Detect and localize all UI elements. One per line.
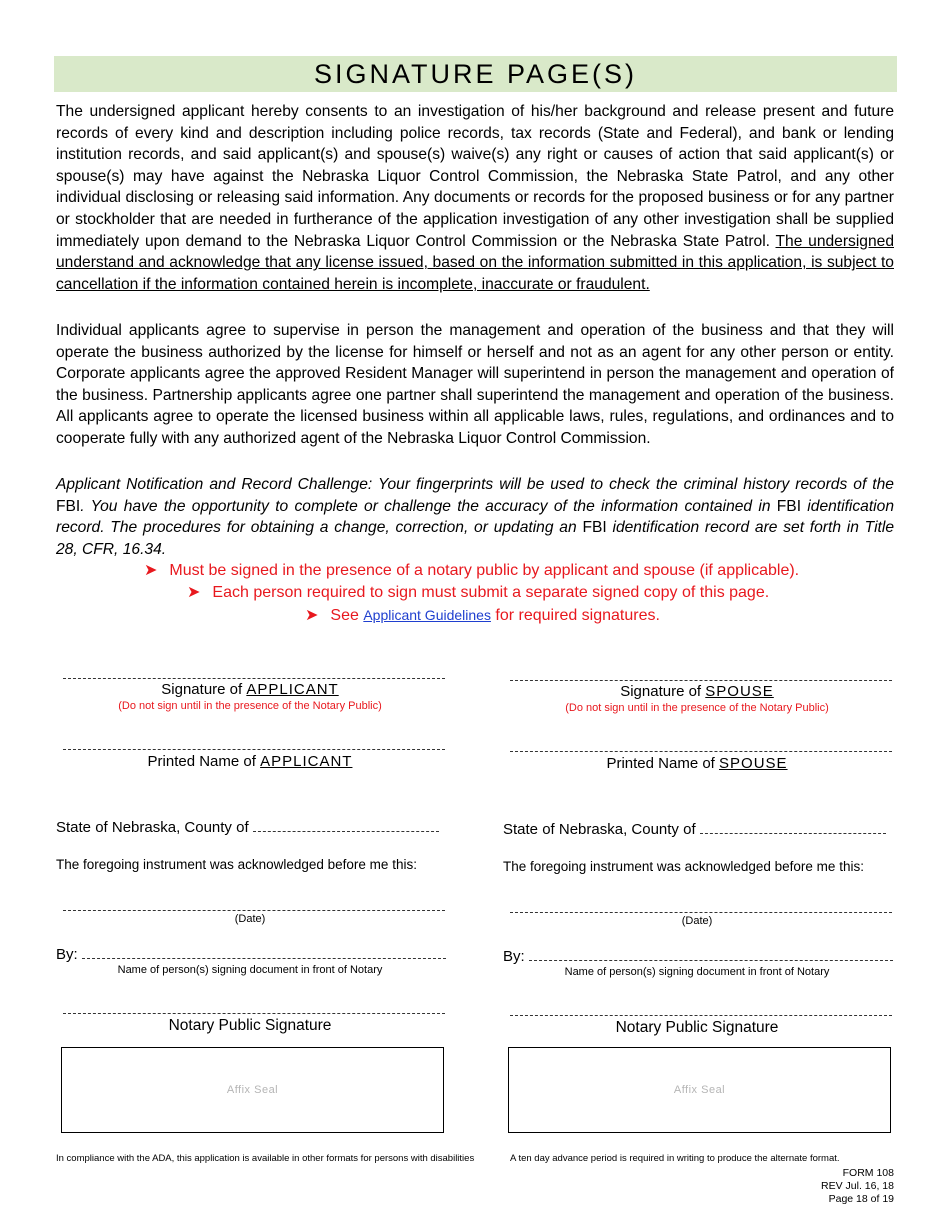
caption-prefix: Signature of — [620, 683, 706, 700]
applicant-notary-line[interactable] — [63, 1013, 445, 1014]
notification-text-1: Your fingerprints will be used to check the criminal history records of the — [372, 476, 894, 493]
applicant-by-note: Name of person(s) signing document in front of Notary — [117, 964, 383, 976]
county-text: State of Nebraska, County of — [56, 819, 249, 836]
fbi-text-3: FBI — [582, 519, 607, 537]
applicant-guidelines-link[interactable]: Applicant Guidelines — [363, 607, 491, 623]
applicant-by-label — [56, 946, 446, 963]
spouse-notary-line[interactable] — [510, 1015, 892, 1016]
applicant-signature-line[interactable] — [63, 678, 445, 679]
arrow-bullet-icon: ➤ — [144, 562, 158, 579]
fbi-text-1: FBI — [56, 497, 81, 515]
page-title: SIGNATURE PAGE(S) — [54, 56, 897, 92]
instruction-text: See — [330, 607, 364, 624]
county-text: State of Nebraska, County of — [503, 821, 696, 838]
applicant-acknowledged-text: The foregoing instrument was acknowledged before me this: — [56, 857, 417, 872]
by-text: By: — [56, 946, 78, 963]
county-field[interactable] — [253, 819, 439, 832]
applicant-date-caption: (Date) — [234, 913, 266, 925]
caption-prefix: Printed Name of — [147, 753, 261, 770]
by-field[interactable] — [529, 948, 893, 961]
form-number: FORM 108 — [842, 1167, 894, 1179]
fbi-text-2: FBI — [776, 497, 802, 515]
caption-prefix: Printed Name of — [606, 755, 720, 772]
applicant-seal-box — [61, 1047, 444, 1133]
arrow-bullet-icon: ➤ — [305, 607, 319, 624]
page-number: Page 18 of 19 — [828, 1193, 894, 1205]
form-info — [821, 1167, 894, 1206]
consent-text: The undersigned applicant hereby consents to an investigation of his/her background and release present and future records of every kind and description including police records, tax records (State and Federal), and bank or lending institution records, and said applicant(s) and spouse(s) waive(s) any right or causes of action that said applicant(s) or spouse(s) may have against the Nebraska Liquor Control Commission, the Nebraska State Patrol, and any other individual disclosing or releasing said information. Any documents or records for the proposed business or for any partner or stockholder that are needed in furtherance of the application investigation of any other investigation shall be supplied immediately upon demand to the Nebraska Liquor Control Commission or the Nebraska State Patrol. — [56, 103, 894, 250]
instruction-text: Each person required to sign must submit a separate signed copy of this page. — [212, 584, 770, 601]
caption-role: APPLICANT — [246, 681, 339, 698]
caption-role: SPOUSE — [705, 683, 774, 700]
notification-text-3: identification record. The procedures for obtaining a change, correction, or updating an — [56, 497, 894, 537]
applicant-notary-caption: Notary Public Signature — [168, 1017, 332, 1034]
applicant-county-label — [56, 819, 439, 836]
applicant-signature-block — [55, 0, 455, 1230]
spouse-by-note: Name of person(s) signing document in front of Notary — [564, 966, 830, 978]
applicant-printed-name-line[interactable] — [63, 749, 445, 750]
spouse-county-label — [503, 821, 886, 838]
spouse-acknowledged-text: The foregoing instrument was acknowledged before me this: — [503, 859, 864, 874]
by-field[interactable] — [82, 946, 446, 959]
applicant-signature-caption — [55, 681, 445, 698]
notification-heading: Applicant Notification and Record Challenge: — [56, 476, 373, 493]
caption-role: SPOUSE — [719, 755, 788, 772]
spouse-signature-line[interactable] — [510, 680, 892, 681]
caption-role: APPLICANT — [260, 753, 353, 770]
seal-placeholder-text: Affix Seal — [226, 1084, 279, 1096]
notification-text-2: . You have the opportunity to complete or challenge the accuracy of the information contained in — [80, 497, 777, 515]
spouse-notary-caption: Notary Public Signature — [615, 1019, 779, 1036]
seal-placeholder-text: Affix Seal — [673, 1084, 726, 1096]
by-text: By: — [503, 948, 525, 965]
spouse-signature-caption — [502, 683, 892, 700]
spouse-printed-name-caption — [502, 755, 892, 772]
spouse-date-line[interactable] — [510, 912, 892, 913]
spouse-printed-name-line[interactable] — [510, 751, 892, 752]
applicant-signature-note: (Do not sign until in the presence of the Notary Public) — [118, 700, 382, 712]
instruction-text: for required signatures. — [490, 607, 660, 624]
spouse-signature-note: (Do not sign until in the presence of the Notary Public) — [565, 702, 829, 714]
instruction-text: Must be signed in the presence of a notary public by applicant and spouse (if applicable). — [169, 562, 800, 579]
applicant-date-line[interactable] — [63, 910, 445, 911]
ada-notice: In compliance with the ADA, this application is available in other formats for persons with disabilities — [56, 1153, 475, 1164]
supervision-paragraph: Individual applicants agree to supervise in person the management and operation of the business and that they will operate the business authorized by the license for himself or herself and not as an agent for any other person or entity. Corporate applicants agree the approved Resident Manager will superintend in person the management and operation of the business. Partnership applicants agree one partner shall superintend the management and operation of the business. All applicants agree to operate the licensed business within all applicable laws, rules, regulations, and ordinances and to cooperate fully with any authorized agent of the Nebraska Liquor Control Commission. — [56, 322, 894, 447]
spouse-signature-block — [502, 0, 902, 1230]
county-field[interactable] — [700, 821, 886, 834]
consent-underlined-text: The undersigned understand and acknowledge that any license issued, based on the information submitted in this application, is subject to cancellation if the information contained herein is incomplete, inaccurate or fraudulent. — [56, 232, 894, 293]
notification-text-4: identification record are set forth in Title 28, CFR, 16.34. — [56, 519, 895, 558]
applicant-printed-name-caption — [55, 753, 445, 770]
caption-prefix: Signature of — [161, 681, 247, 698]
spouse-seal-box — [508, 1047, 891, 1133]
spouse-date-caption: (Date) — [681, 915, 713, 927]
spouse-by-label — [503, 948, 893, 965]
form-revision: REV Jul. 16, 18 — [821, 1180, 894, 1192]
ada-advance-notice: A ten day advance period is required in writing to produce the alternate format. — [510, 1153, 840, 1164]
arrow-bullet-icon: ➤ — [187, 584, 201, 601]
